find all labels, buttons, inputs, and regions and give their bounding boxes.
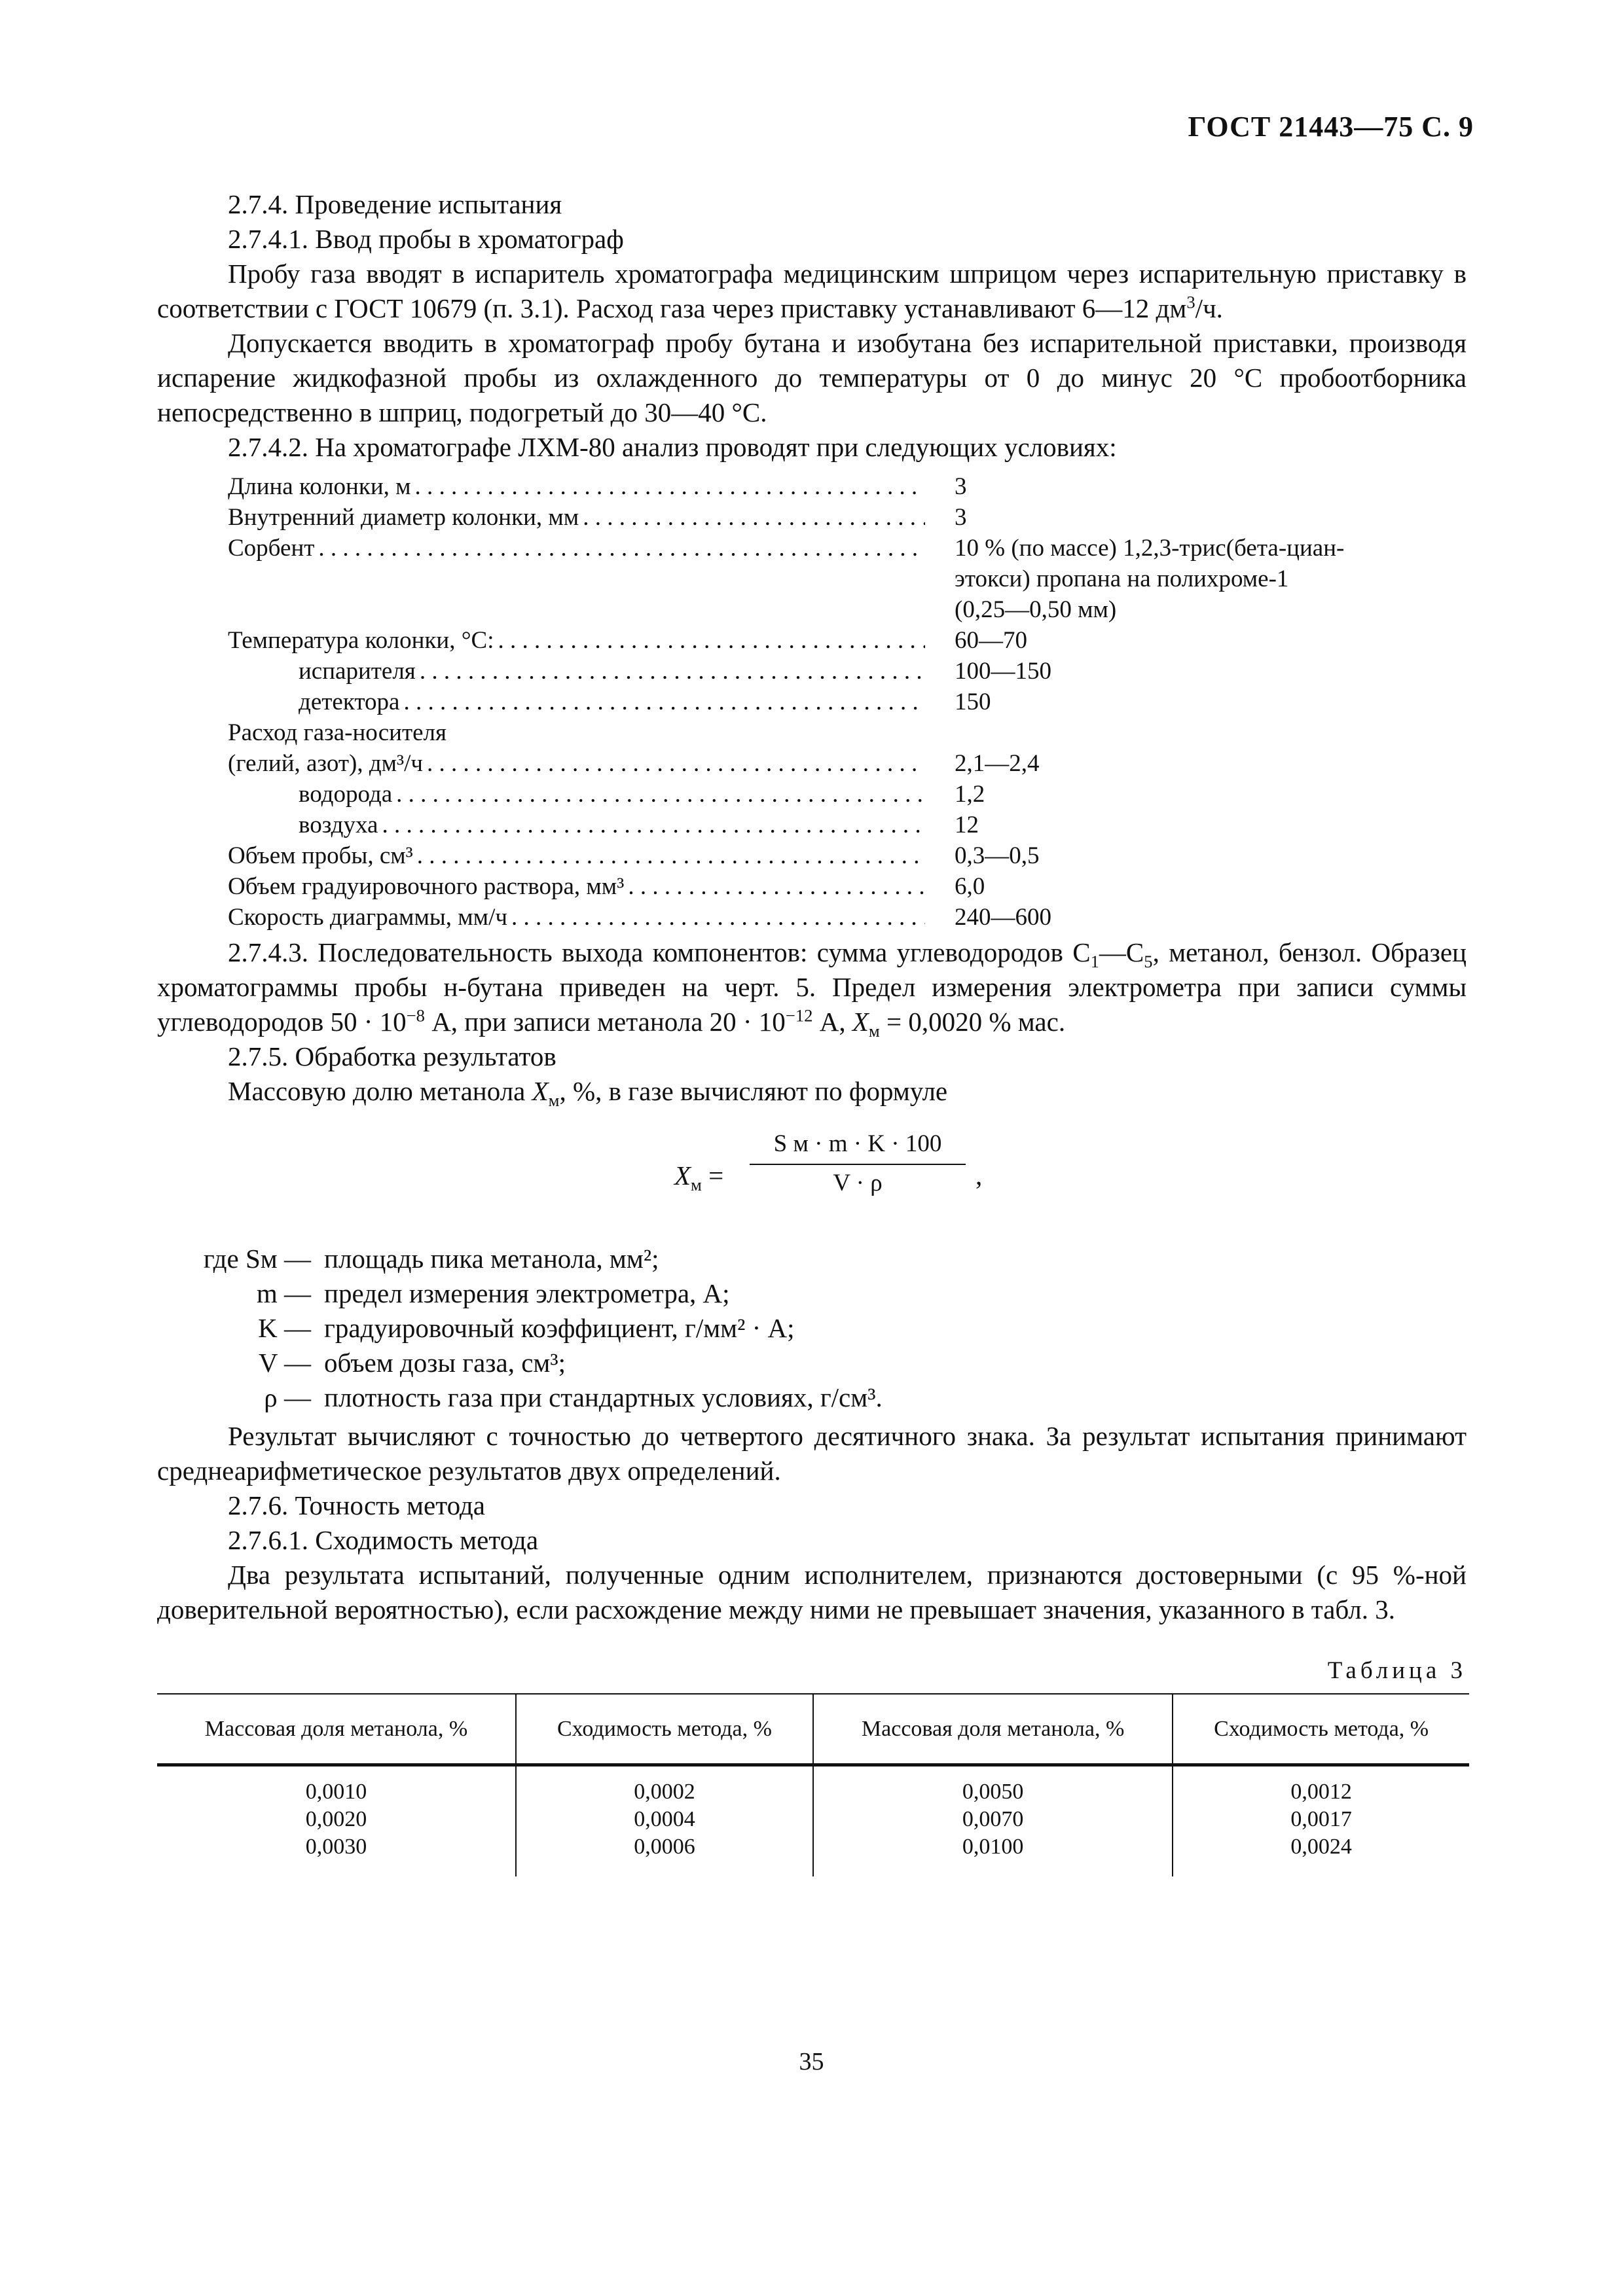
condition-value: 100—150 [955,658,1051,685]
condition-value: 2,1—2,4 [955,750,1040,777]
conditions-row [228,902,1467,933]
section-heading-2-7-6-1: 2.7.6.1. Сходимость метода [228,1525,539,1555]
table-cell: 0,0012 0,0017 0,0024 [1173,1765,1469,1877]
table-header-cell: Массовая доля метанола, % [157,1694,516,1765]
condition-label: Скорость диаграммы, мм/ч [228,904,507,931]
legend-text: плотность газа при стандартных условиях, г/см³. [324,1382,883,1412]
table-caption: Таблица 3 [1327,1657,1467,1684]
conditions-row [228,840,1467,871]
table-header-cell: Сходимость метода, % [516,1694,813,1765]
page-header: ГОСТ 21443—75 С. 9 [1188,111,1474,143]
condition-label: Внутренний диаметр колонки, мм [228,504,579,531]
condition-label: Расход газа-носителя [228,719,447,746]
condition-value: 1,2 [955,781,985,808]
conditions-row [228,810,1467,840]
formula-lhs: $X_м$ = [674,1160,724,1195]
paragraph-without-attachment: Допускается вводить в хроматограф пробу бутана и изобутана без испарительной приставки, производя испарение жидкофазной пробы из охлажденного до температуры от 0 до минус 20 °С пробоотборника непосредственно в шприц, подогретый до 30—40 °С. [157,328,1467,427]
table-header-cell: Сходимость метода, % [1173,1694,1469,1765]
formula-comma: , [976,1160,983,1191]
condition-label: Объем градуировочного раствора, мм³ [228,873,625,900]
legend-row [157,1311,1467,1346]
condition-value: 0,3—0,5 [955,842,1040,869]
table-row [157,1765,1469,1877]
paragraph-convergence: Два результата испытаний, полученные одним исполнителем, признаются достоверными (с 95 %-ной доверительной вероятностью), если расхождение между ними не превышает значения, указанного в табл. 3. [157,1560,1467,1624]
condition-label: (гелий, азот), дм³/ч [228,750,424,777]
condition-value: 6,0 [955,873,985,900]
paragraph-sample-injection: Пробу газа вводят в испаритель хроматографа медицинским шприцом через испарительную приставку в соответствии с ГОСТ 10679 (п. 3.1). Расход газа через приставку устанавливают 6—12 $дм^3/ч$. [157,259,1467,323]
legend-symbol: V — [258,1348,311,1378]
condition-value: 3 [955,473,967,500]
conditions-row [228,687,1467,717]
paragraph-formula-intro: Массовую долю метанола $X_м$, %, в газе вычисляют по формуле [228,1076,948,1111]
conditions-row [228,748,1467,779]
methanol-formula [157,1118,1467,1232]
conditions-list [228,471,1467,933]
formula-legend [157,1242,1467,1415]
formula-fraction [750,1118,966,1200]
conditions-row [228,779,1467,810]
page-number: 35 [799,2048,824,2075]
legend-symbol: где Sм — [203,1244,311,1274]
table-cell: 0,0002 0,0004 0,0006 [516,1765,813,1877]
legend-row [157,1242,1467,1276]
legend-symbol: ρ — [264,1382,311,1412]
table-cell: 0,0010 0,0020 0,0030 [305,1780,367,1859]
section-heading-2-7-4-2: 2.7.4.2. На хроматографе ЛХМ-80 анализ проводят при следующих условиях: [228,432,1117,462]
legend-row [157,1276,1467,1311]
condition-value [925,717,1426,748]
condition-value: 240—600 [955,904,1051,931]
page-content [157,187,1467,1876]
legend-text: площадь пика метанола, мм²; [324,1244,659,1274]
legend-text: предел измерения электрометра, А; [324,1278,730,1308]
section-heading-2-7-4: 2.7.4. Проведение испытания [228,189,562,219]
conditions-row [228,471,1467,502]
legend-symbol: m — [256,1278,311,1308]
condition-label: воздуха [299,812,378,838]
condition-value: этокси) пропана на полихроме-1 [955,565,1289,592]
table-header-row [157,1694,1469,1765]
section-heading-2-7-6: 2.7.6. Точность метода [228,1490,485,1520]
conditions-row [228,656,1467,687]
legend-text: объем дозы газа, см³; [324,1348,566,1378]
conditions-row [228,625,1467,656]
condition-label: испарителя [299,658,416,685]
section-heading-2-7-5: 2.7.5. Обработка результатов [228,1041,556,1071]
conditions-row [228,717,1467,748]
paragraph-component-order: 2.7.4.3. Последовательность выхода компонентов: сумма углеводородов $С_1—С_5$, метанол, бензол. Образец хроматограммы пробы н-бутана приведен на черт. 5. Предел измерения электрометра при записи суммы углеводородов $50 \cdot 10^{-8}$ А, при записи метанола $20 \cdot 10^{-12}$ А, $X_м = 0,0020$ % мас. [157,937,1467,1041]
condition-value: 10 % (по массе) 1,2,3-трис(бета-циан- [955,535,1345,562]
table-header-cell: Массовая доля метанола, % [813,1694,1173,1765]
condition-label: Сорбент [228,535,315,562]
formula-numerator: S м · m · K · 100 [773,1130,942,1157]
condition-label: Объем пробы, см³ [228,842,413,869]
legend-row [157,1380,1467,1415]
fraction-bar [750,1164,966,1165]
conditions-row [228,594,1467,625]
condition-label: водорода [299,781,393,808]
section-heading-2-7-4-1: 2.7.4.1. Ввод пробы в хроматограф [228,224,624,254]
legend-text: градуировочный коэффициент, г/мм² · А; [324,1313,795,1343]
formula-denominator: V · ρ [833,1170,883,1196]
condition-value: 12 [955,812,979,838]
table-3 [157,1693,1469,1876]
condition-value: 150 [955,689,991,715]
condition-label: Длина колонки, м [228,473,411,500]
table-cell: 0,0050 0,0070 0,0100 [813,1765,1173,1877]
legend-row [157,1346,1467,1380]
conditions-row [228,533,1467,564]
legend-symbol: K — [258,1313,311,1343]
condition-label: детектора [299,689,400,715]
condition-value: 3 [955,504,967,531]
condition-value: 60—70 [955,627,1027,654]
condition-label: Температура колонки, °С: [228,627,494,654]
conditions-row [228,871,1467,902]
paragraph-result: Результат вычисляют с точностью до четвертого десятичного знака. За результат испытания принимают среднеарифметическое результатов двух определений. [157,1421,1467,1486]
conditions-row [228,502,1467,533]
condition-value: (0,25—0,50 мм) [955,596,1117,623]
conditions-row [228,564,1467,594]
